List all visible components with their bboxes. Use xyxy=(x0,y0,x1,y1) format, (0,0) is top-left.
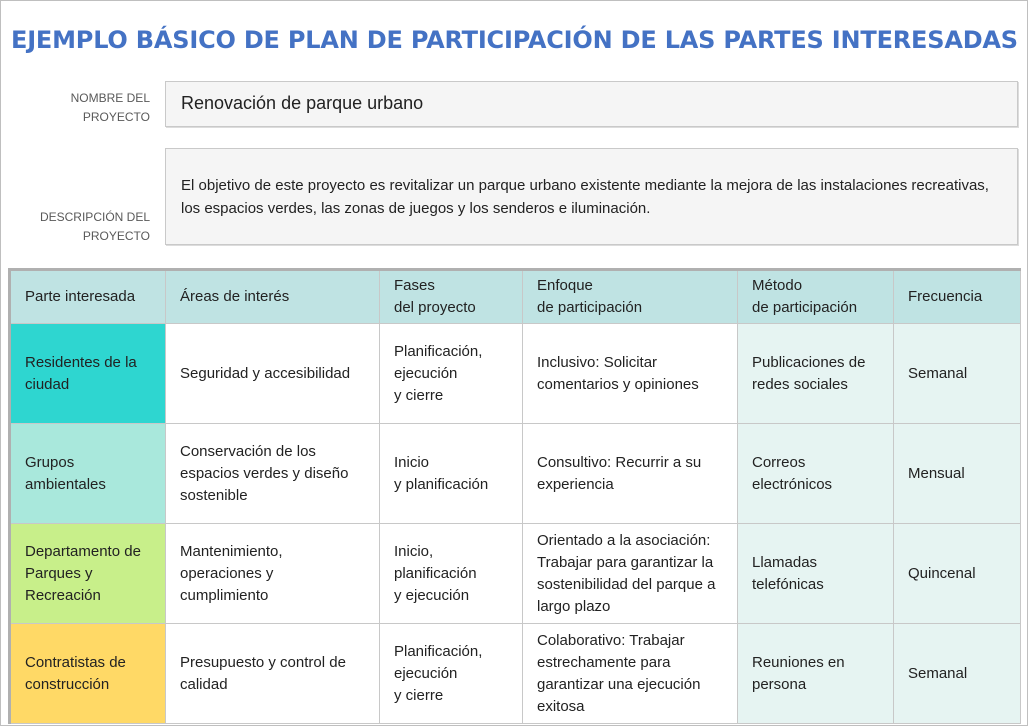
cell-interest[interactable]: Conservación de los espacios verdes y diseño sostenible xyxy=(166,424,380,524)
cell-approach[interactable]: Orientado a la asociación: Trabajar para garantizar la sostenibilidad del parque a largo plazo xyxy=(523,524,738,624)
project-description-label: DESCRIPCIÓN DEL PROYECTO xyxy=(39,210,150,243)
header-engagement-method: Método de participación xyxy=(738,270,894,324)
cell-phases[interactable]: Inicio, planificación y ejecución xyxy=(380,524,523,624)
stakeholder-plan-table xyxy=(8,268,1021,724)
project-description-field[interactable]: El objetivo de este proyecto es revitalizar un parque urbano existente mediante la mejora de las instalaciones recreativas, los espacios verdes, las zonas de juegos y los senderos e iluminación. xyxy=(165,148,1018,245)
cell-phases[interactable]: Planificación, ejecución y cierre xyxy=(380,324,523,424)
table-header-row xyxy=(10,270,1021,324)
cell-stakeholder[interactable]: Residentes de la ciudad xyxy=(10,324,166,424)
header-interest-areas: Áreas de interés xyxy=(166,270,380,324)
cell-method[interactable]: Llamadas telefónicas xyxy=(738,524,894,624)
cell-interest[interactable]: Presupuesto y control de calidad xyxy=(166,624,380,724)
cell-approach[interactable]: Inclusivo: Solicitar comentarios y opiniones xyxy=(523,324,738,424)
cell-approach[interactable]: Colaborativo: Trabajar estrechamente para garantizar una ejecución exitosa xyxy=(523,624,738,724)
cell-frequency[interactable]: Semanal xyxy=(894,624,1021,724)
cell-phases[interactable]: Inicio y planificación xyxy=(380,424,523,524)
cell-interest[interactable]: Seguridad y accesibilidad xyxy=(166,324,380,424)
cell-method[interactable]: Correos electrónicos xyxy=(738,424,894,524)
header-stakeholder: Parte interesada xyxy=(10,270,166,324)
cell-frequency[interactable]: Quincenal xyxy=(894,524,1021,624)
cell-stakeholder[interactable]: Departamento de Parques y Recreación xyxy=(10,524,166,624)
table-row xyxy=(10,324,1021,424)
cell-interest[interactable]: Mantenimiento, operaciones y cumplimiento xyxy=(166,524,380,624)
page-title: EJEMPLO BÁSICO DE PLAN DE PARTICIPACIÓN DE LAS PARTES INTERESADAS xyxy=(11,26,1018,54)
project-name-label: NOMBRE DEL PROYECTO xyxy=(70,91,150,124)
header-project-phases: Fases del proyecto xyxy=(380,270,523,324)
project-name-field[interactable]: Renovación de parque urbano xyxy=(165,81,1018,127)
cell-method[interactable]: Publicaciones de redes sociales xyxy=(738,324,894,424)
header-engagement-approach: Enfoque de participación xyxy=(523,270,738,324)
cell-stakeholder[interactable]: Contratistas de construcción xyxy=(10,624,166,724)
header-frequency: Frecuencia xyxy=(894,270,1021,324)
table-row xyxy=(10,524,1021,624)
cell-frequency[interactable]: Semanal xyxy=(894,324,1021,424)
cell-approach[interactable]: Consultivo: Recurrir a su experiencia xyxy=(523,424,738,524)
table-row xyxy=(10,424,1021,524)
cell-frequency[interactable]: Mensual xyxy=(894,424,1021,524)
table-row xyxy=(10,624,1021,724)
cell-phases[interactable]: Planificación, ejecución y cierre xyxy=(380,624,523,724)
cell-method[interactable]: Reuniones en persona xyxy=(738,624,894,724)
cell-stakeholder[interactable]: Grupos ambientales xyxy=(10,424,166,524)
